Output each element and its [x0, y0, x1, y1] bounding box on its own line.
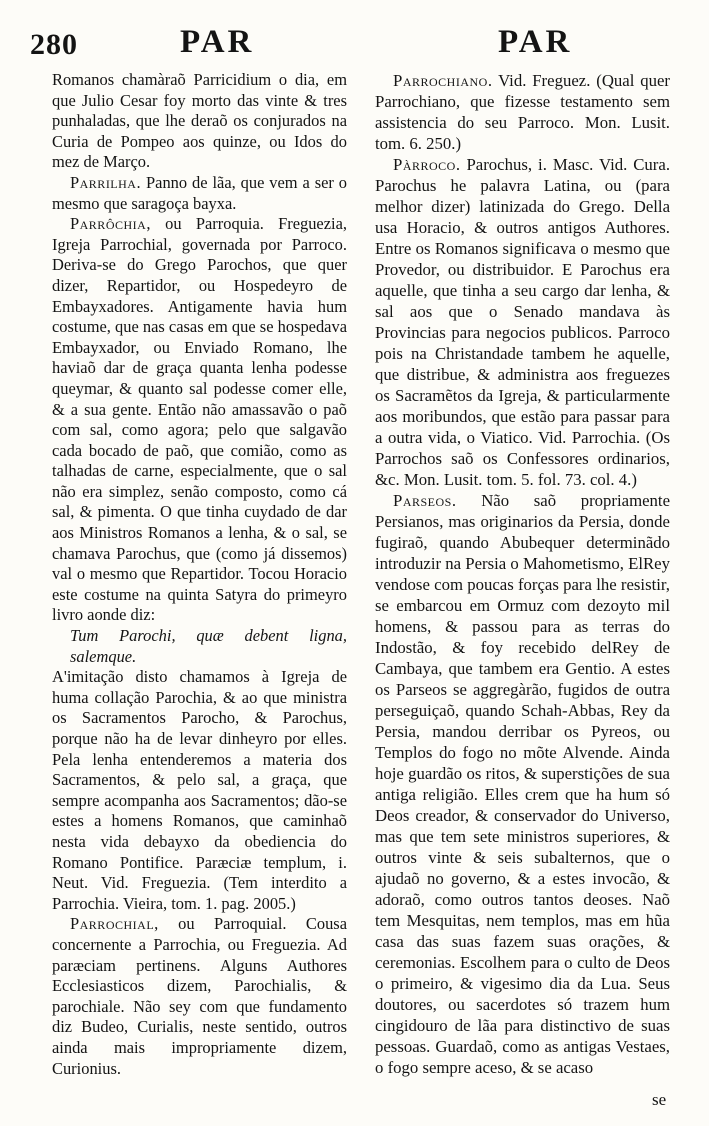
- right-column: [375, 70, 670, 1078]
- entry-headword: Parrochial,: [70, 914, 159, 934]
- running-head-left: PAR: [180, 24, 255, 60]
- entry-headword: Parrochiano.: [393, 71, 493, 90]
- dictionary-entry: [375, 154, 670, 490]
- dictionary-entry: [375, 70, 670, 154]
- dictionary-entry: [375, 490, 670, 1078]
- entry-text: Panno de lãa, que vem a ser o mesmo que saragoça bayxa.: [52, 172, 348, 213]
- latin-quotation: Tum Parochi, quæ debent ligna, salemque.: [70, 626, 347, 666]
- entry-text: Não saõ propriamente Persianos, mas originarios da Persia, donde fugiraõ, quando Abubequer determinãdo introduzir na Persia o Mahometismo, ElRey vendose com poucas forças para lhe resistir, se embarcou em Ormuz com dezoyto mil homens, & passou para as terras do Indostão, & foy recebido delRey de Cambaya, que tambem era Gentio. A estes os Parseos se aggregàrão, fugidos de outra perseguiçaõ, quando Schah-Abbas, Rey da Persia, mandou derribar os Pyreos, ou Templos do fogo no mõte Alvende. Ainda hoje guardão os ritos, & superstições de sua antiga religião. Elles crem que ha hum só Deos creador, & conservador do Universo, mas que tem sete ministros superiores, & outros vinte & seis subalternos, que o ajudaõ no governo, & a estes invocão, & adoraõ, como outros tantos deoses. Naõ tem Mesquitas, nem templos, mas em hũa casa das suas fazem suas orações, & ceremonias. Escolhem para o culto de Deos o primeiro, & vigesimo dia da Lua. Seus doutores, ou sacerdotes só trazem hum cingidouro de lãa para distinctivo de suas pessoas. Guardaõ, como as antigas Vestaes, o fogo sempre aceso, & se acaso: [375, 491, 671, 1077]
- left-column: [52, 70, 347, 1079]
- paragraph: Romanos chamàraõ Parricidium o dia, em que Julio Cesar foy morto das vinte & tres punhaladas, que lhe deraõ os conjurados na Curia de Pompeo aos quinze, ou Idos do mez de Março.: [52, 70, 347, 172]
- entry-text: Vid. Freguez. (Qual quer Parrochiano, que fizesse testamento sem assistencia do seu Parroco. Mon. Lusit. tom. 6. 250.): [375, 71, 670, 153]
- dictionary-entry: [52, 214, 347, 626]
- entry-headword: Parseos.: [393, 491, 457, 510]
- dictionary-entry: [52, 914, 347, 1079]
- paragraph: A'imitação disto chamamos à Igreja de huma collação Parochia, & ao que ministra os Sacramentos Parocho, & Parochus, porque não ha de levar dinheyro por elles. Pela lenha entenderemos a materia dos Sacramentos, & pelo sal, a graça, que sempre acompanha aos Sacramentos; dão-se estes a homens Romanos, que caminhaõ nesta vida debayxo da obediencia do Romano Pontifice. Paræciæ templum, i. Neut. Vid. Freguezia. (Tem interdito a Parrochia. Vieira, tom. 1. pag. 2005.): [52, 667, 347, 913]
- catchword: se: [652, 1090, 667, 1109]
- entry-text: Parochus, i. Masc. Vid. Cura. Parochus he palavra Latina, ou (para melhor dizer) latinizada do Grego. Della usa Horacio, & outros antigos Authores. Entre os Romanos significava o mesmo que Provedor, ou distribuidor. E Parochus era aquelle, que tinha a seu cargo dar lenha, & sal aos que o Senado mandava às Provincias para negocios publicos. Parroco pois na Christandade tambem he aquelle, que distribue, & administra aos freguezes os Sacramẽtos da Igreja, & particularmente aos moribundos, que estão para passar para a outra vida, o Viatico. Vid. Parrochia. (Os Parrochos saõ os Confessores ordinarios, &c. Mon. Lusit. tom. 5. fol. 73. col. 4.): [375, 155, 671, 489]
- entry-headword: Pàrroco.: [393, 155, 461, 174]
- running-head-right: PAR: [498, 24, 573, 60]
- page-number: 280: [30, 28, 78, 61]
- entry-text: ou Parroquial. Cousa concernente a Parrochia, ou Freguezia. Ad paræciam pertinens. Alguns Authores Ecclesiasticos dizem, Parochialis, & parochiale. Não sey com que fundamento diz Budeo, Curialis, neste sentido, outros ainda mais impropriamente dizem, Curionius.: [52, 914, 347, 1078]
- entry-headword: Parrilha.: [70, 172, 142, 192]
- dictionary-entry: [52, 173, 347, 214]
- page-header: [30, 22, 680, 68]
- entry-headword: Parrôchia,: [70, 214, 151, 234]
- entry-text: ou Parroquia. Freguezia, Igreja Parrochial, governada por Parroco. Deriva-se do Grego Parochos, que quer dizer, Repartidor, ou Hospedeyro de Embayxadores. Antigamente havia hum costume, que nas casas em que se hospedava Embayxador, ou Enviado Romano, lhe haviaõ dar de graça quanta lenha podesse queymar, & quanto sal podesse comer elle, & a sua gente. Então não amassavão o paõ com sal, como agora; pelo que salgavão cada bocado de paõ, que comião, como as talhadas de carne, especialmente, que o sal não era simplez, senão composto, como cá sal, & pimenta. O que tinha cuydado de dar aos Ministros Romanos a lenha, & o sal, se chamava Parochus, que (como já dissemos) val o mesmo que Repartidor. Tocou Horacio este costume na quinta Satyra do primeyro livro aonde diz:: [52, 214, 347, 625]
